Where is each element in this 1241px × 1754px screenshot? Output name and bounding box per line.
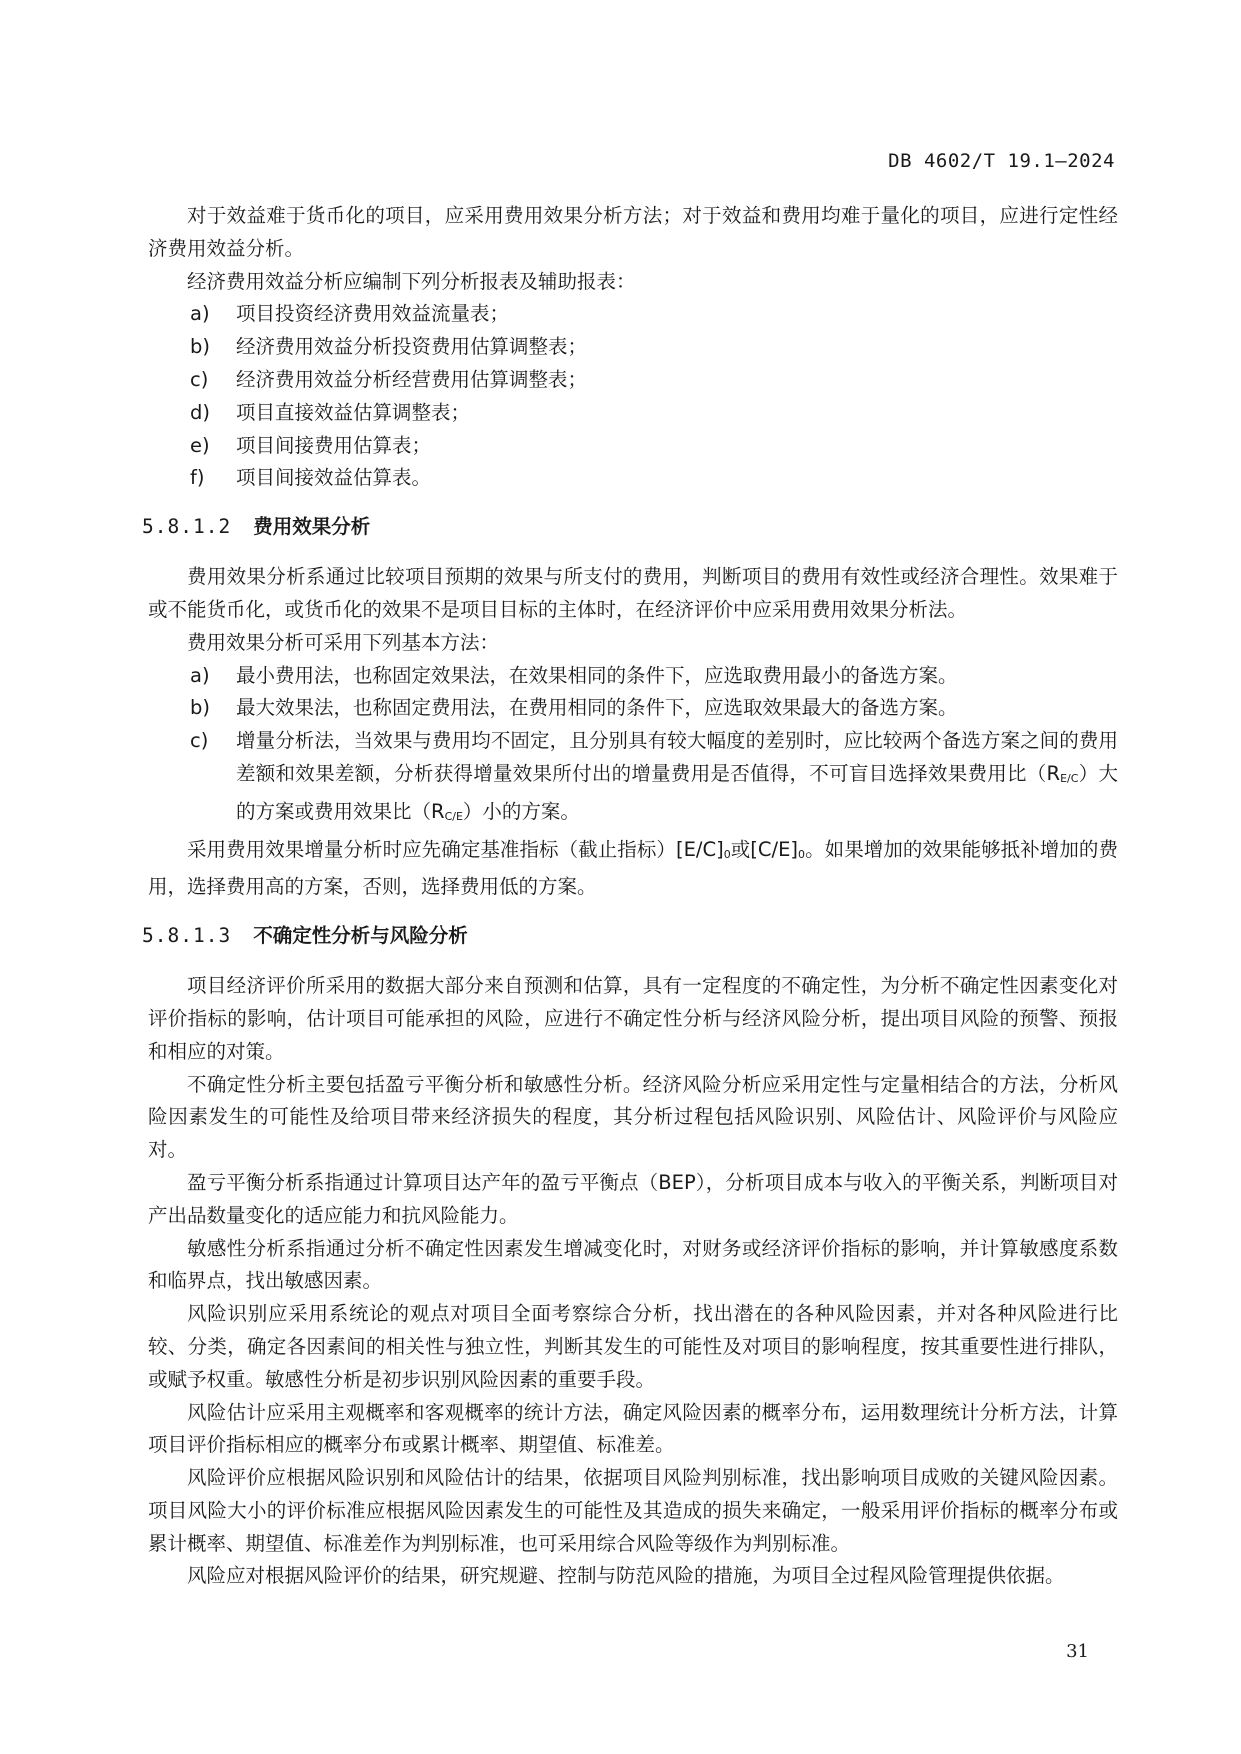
list-item-text: 项目间接效益估算表。: [236, 466, 432, 490]
list-marker: d): [190, 400, 210, 424]
list-item: [148, 397, 1118, 430]
subscript: 0: [798, 847, 806, 861]
section-heading-5-8-1-2: [142, 511, 1118, 543]
report-list: [148, 298, 1118, 495]
paragraph: 项目经济评价所采用的数据大部分来自预测和估算，具有一定程度的不确定性，为分析不确定性因素变化对评价指标的影响，估计项目可能承担的风险，应进行不确定性分析与经济风险分析，提出项目风险的预警、预报和相应的对策。: [148, 974, 1118, 1063]
list-item: [148, 331, 1118, 364]
document-code: DB 4602/T 19.1—2024: [888, 150, 1115, 172]
paragraph: 费用效果分析系通过比较项目预期的效果与所支付的费用，判断项目的费用有效性或经济合理性。效果难于或不能货币化，或货币化的效果不是项目目标的主体时，在经济评价中应采用费用效果分析法。: [148, 565, 1118, 621]
paragraph-text: 或[C/E]: [730, 837, 799, 861]
list-item-text: 经济费用效益分析投资费用估算调整表；: [236, 335, 588, 359]
list-marker: a): [190, 663, 210, 687]
section-number: 5.8.1.3: [142, 924, 232, 948]
section-heading-5-8-1-3: [142, 920, 1118, 952]
method-list: [148, 660, 1118, 834]
section-number: 5.8.1.2: [142, 515, 232, 539]
list-marker: a): [190, 302, 210, 326]
list-item-text: 项目间接费用估算表；: [236, 433, 432, 457]
list-marker: e): [190, 433, 210, 457]
list-marker: b): [190, 696, 210, 720]
paragraph: [148, 834, 1118, 905]
list-item-text: 经济费用效益分析经营费用估算调整表；: [236, 367, 588, 391]
list-item-text: ）大的方案或费用效果比（R: [236, 761, 1118, 823]
paragraph: 费用效果分析可采用下列基本方法：: [187, 630, 500, 654]
list-item: [148, 364, 1118, 397]
paragraph: 不确定性分析主要包括盈亏平衡分析和敏感性分析。经济风险分析应采用定性与定量相结合的方法，分析风险因素发生的可能性及给项目带来经济损失的程度，其分析过程包括风险识别、风险估计、风险评价与风险应对。: [148, 1072, 1118, 1162]
subscript: 0: [723, 847, 731, 861]
list-marker: c): [190, 729, 209, 753]
list-item: [148, 298, 1118, 331]
list-item: [148, 725, 1118, 833]
paragraph: 盈亏平衡分析系指通过计算项目达产年的盈亏平衡点（BEP），分析项目成本与收入的平衡关系，判断项目对产出品数量变化的适应能力和抗风险能力。: [148, 1170, 1118, 1227]
subscript: E/C: [1060, 771, 1079, 785]
page-number: 31: [1066, 1641, 1089, 1662]
list-item: [148, 692, 1118, 725]
paragraph-text: 采用费用效果增量分析时应先确定基准指标（截止指标）[E/C]: [187, 837, 724, 861]
subscript: C/E: [444, 809, 463, 823]
paragraph: 风险评价应根据风险识别和风险估计的结果，依据项目风险判别标准，找出影响项目成败的关键风险因素。项目风险大小的评价标准应根据风险因素发生的可能性及其造成的损失来确定，一般采用评价指标的概率分布或累计概率、期望值、标准差作为判别标准，也可采用综合风险等级作为判别标准。: [148, 1466, 1118, 1555]
list-item-text: 项目投资经济费用效益流量表；: [236, 302, 510, 326]
list-marker: f): [190, 466, 205, 490]
list-item-text: 最大效果法，也称固定费用法，在费用相同的条件下，应选取效果最大的备选方案。: [236, 696, 958, 720]
list-item-text: 增量分析法，当效果与费用均不固定，且分别具有较大幅度的差别时，应比较两个备选方案之间的费用差额和效果差额，分析获得增量效果所付出的增量费用是否值得，不可盲目选择效果费用比（R: [236, 729, 1118, 785]
paragraph: 风险识别应采用系统论的观点对项目全面考察综合分析，找出潜在的各种风险因素，并对各种风险进行比较、分类，确定各因素间的相关性与独立性，判断其发生的可能性及对项目的影响程度，按其重要性进行排队，或赋予权重。敏感性分析是初步识别风险因素的重要手段。: [148, 1302, 1118, 1391]
section-title: 费用效果分析: [253, 515, 371, 539]
section-title: 不确定性分析与风险分析: [253, 924, 468, 948]
paragraph: 对于效益难于货币化的项目，应采用费用效果分析方法；对于效益和费用均难于量化的项目，应进行定性经济费用效益分析。: [148, 204, 1118, 260]
paragraph: 敏感性分析系指通过分析不确定性因素发生增减变化时，对财务或经济评价指标的影响，并计算敏感度系数和临界点，找出敏感因素。: [148, 1236, 1118, 1293]
list-item: [148, 462, 1118, 495]
list-item: [148, 430, 1118, 463]
list-marker: b): [190, 335, 210, 359]
page-content: [142, 200, 1118, 1593]
list-item-text: 最小费用法，也称固定效果法，在效果相同的条件下，应选取费用最小的备选方案。: [236, 663, 958, 687]
list-item: [148, 660, 1118, 693]
paragraph: 风险应对根据风险评价的结果，研究规避、控制与防范风险的措施，为项目全过程风险管理提供依据。: [187, 1564, 1065, 1588]
paragraph-text: 。如果增加的效果能够抵补增加的费用，选择费用高的方案，否则，选择费用低的方案。: [148, 837, 1118, 899]
list-item-text: 项目直接效益估算调整表；: [236, 400, 471, 424]
paragraph: 风险估计应采用主观概率和客观概率的统计方法，确定风险因素的概率分布，运用数理统计分析方法，计算项目评价指标相应的概率分布或累计概率、期望值、标准差。: [148, 1400, 1118, 1457]
paragraph: 经济费用效益分析应编制下列分析报表及辅助报表：: [187, 269, 636, 293]
list-item-text: ）小的方案。: [462, 799, 580, 823]
list-marker: c): [190, 367, 209, 391]
